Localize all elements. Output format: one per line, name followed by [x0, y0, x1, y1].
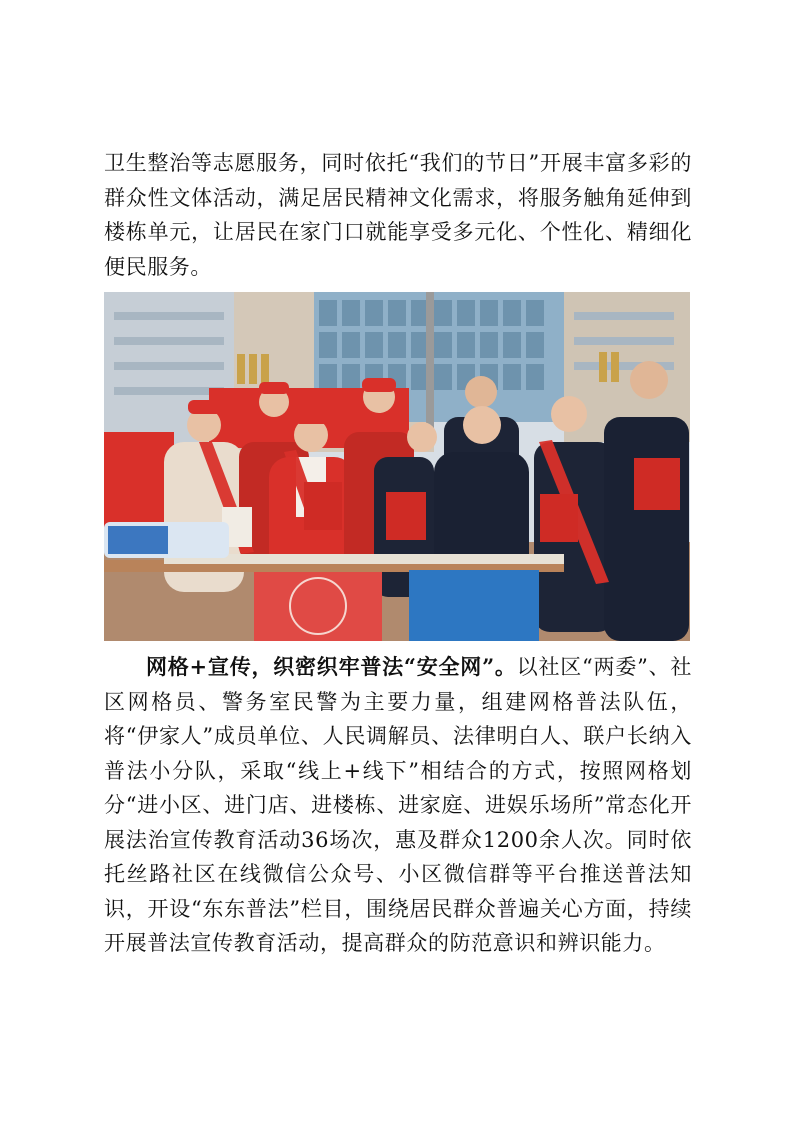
paragraph-top: 卫生整治等志愿服务，同时依托“我们的节日”开展丰富多彩的群众性文体活动，满足居民精神文化需求，将服务触角延伸到楼栋单元，让居民在家门口就能享受多元化、个性化、精细化便民服务。	[104, 151, 692, 279]
paragraph-bottom	[104, 650, 692, 961]
paragraph-body: 以社区“两委”、社区网格员、警务室民警为主要力量，组建网格普法队伍，将“伊家人”成员单位、人民调解员、法律明白人、联户长纳入普法小分队，采取“线上+线下”相结合的方式，按照网格划分“进小区、进门店、进楼栋、进家庭、进娱乐场所”常态化开展法治宣传教育活动36场次，惠及群众1200余人次。同时依托丝路社区在线微信公众号、小区微信群等平台推送普法知识，开设“东东普法”栏目，围绕居民群众普遍关心方面，持续开展普法宣传教育活动，提高群众的防范意识和辨识能力。	[104, 655, 692, 955]
event-photo	[104, 292, 690, 641]
paragraph-lead: 网格+宣传，织密织牢普法“安全网”。	[146, 654, 517, 679]
